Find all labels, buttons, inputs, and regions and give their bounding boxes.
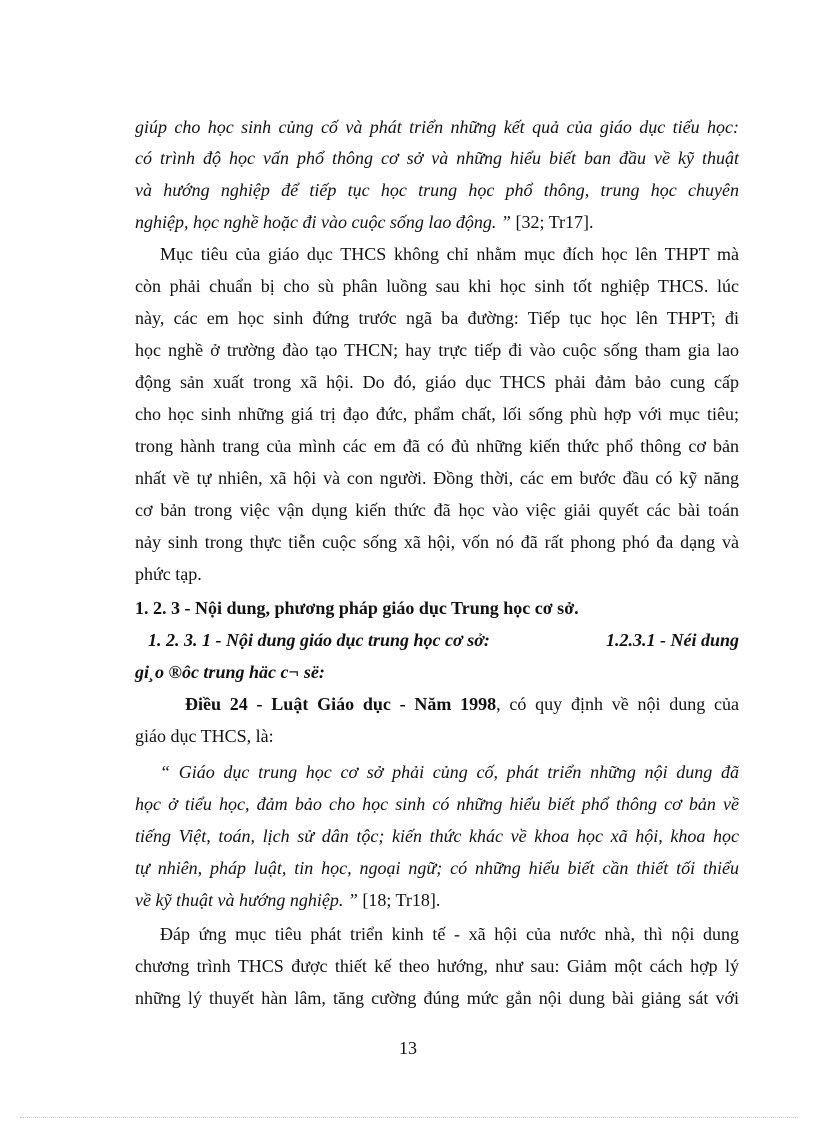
text-line (185, 693, 739, 715)
subsection-heading-text: 1. 2. 3. 1 - Nội dung giáo dục trung học cơ sở: (148, 630, 490, 650)
text-line: Mục tiêu của giáo dục THCS không chỉ nhằm mục đích học lên THPT mà (160, 244, 739, 264)
law-reference: Điều 24 - Luật Giáo dục - Năm 1998 (185, 694, 497, 714)
text-line: có trình độ học vấn phổ thông cơ sở và những hiểu biết ban đầu về kỹ thuật (135, 148, 739, 168)
citation: [18; Tr18]. (357, 890, 441, 910)
text-line (135, 211, 739, 233)
text-line: và hướng nghiệp để tiếp tục học trung học phổ thông, trung học chuyên (135, 180, 739, 200)
text-line: những lý thuyết hàn lâm, tăng cường đúng mức gắn nội dung bài giảng sát với (135, 988, 739, 1008)
text-line: Đáp ứng mục tiêu phát triển kinh tế - xã hội của nước nhà, thì nội dung (160, 924, 739, 944)
quote-line: học ở tiểu học, đảm bảo cho học sinh có những hiểu biết phổ thông cơ bản về (135, 794, 739, 814)
text-line: động sản xuất trong xã hội. Do đó, giáo dục THCS phải đảm bảo cung cấp (135, 372, 739, 392)
section-heading: 1. 2. 3 - Nội dung, phương pháp giáo dục Trung học cơ sở. (135, 598, 579, 618)
text-line: chương trình THCS được thiết kế theo hướng, như sau: Giảm một cách hợp lý (135, 956, 739, 976)
text-line: còn phải chuẩn bị cho sù phân luồng sau khi học sinh tốt nghiệp THCS. lúc (135, 276, 739, 296)
page-divider (20, 1117, 796, 1118)
page-number: 13 (399, 1038, 417, 1058)
text-line: cơ bản trong việc vận dụng kiến thức đã học vào việc giải quyết các bài toán (135, 500, 739, 520)
text-line: cho học sinh những giá trị đạo đức, phẩm chất, lối sống phù hợp với mục tiêu; (135, 404, 739, 424)
text-line: này, các em học sinh đứng trước ngã ba đường: Tiếp tục học lên THPT; đi (135, 308, 739, 328)
quote-line: “ Giáo dục trung học cơ sở phải củng cố, phát triển những nội dung đã (160, 762, 739, 782)
law-reference-text: , có quy định về nội dung của (496, 694, 739, 714)
garbled-heading-text: gi¸o ®ôc trung häc c¬ së: (135, 662, 325, 682)
quote-end: nghiệp, học nghề hoặc đi vào cuộc sống lao động. ” (135, 212, 511, 232)
quote-line (135, 889, 739, 911)
text-line: nhất về tự nhiên, xã hội và con người. Đồng thời, các em bước đầu có kỹ năng (135, 468, 739, 488)
text-line: giúp cho học sinh củng cố và phát triển những kết quả của giáo dục tiểu học: (135, 117, 739, 137)
subsection-heading (148, 629, 739, 651)
text-line: trong hành trang của mình các em đã có đủ những kiến thức phổ thông cơ bản (135, 436, 739, 456)
citation: [32; Tr17]. (510, 212, 594, 232)
text-line: học nghề ở trường đào tạo THCN; hay trực tiếp đi vào cuộc sống tham gia lao (135, 340, 739, 360)
text-line: nảy sinh trong thực tiễn cuộc sống xã hội, vốn nó đã rất phong phó đa dạng và (135, 532, 739, 552)
text-line: giáo dục THCS, là: (135, 726, 274, 746)
garbled-heading-text: 1.2.3.1 - Néi dung (605, 630, 739, 650)
text-line: phức tạp. (135, 564, 202, 584)
quote-end: về kỹ thuật và hướng nghiệp. ” (135, 890, 358, 910)
quote-line: tự nhiên, pháp luật, tin học, ngoại ngữ; có những hiểu biết cần thiết tối thiểu (135, 858, 739, 878)
quote-line: tiếng Việt, toán, lịch sử dân tộc; kiến thức khác về khoa học xã hội, khoa học (135, 826, 739, 846)
